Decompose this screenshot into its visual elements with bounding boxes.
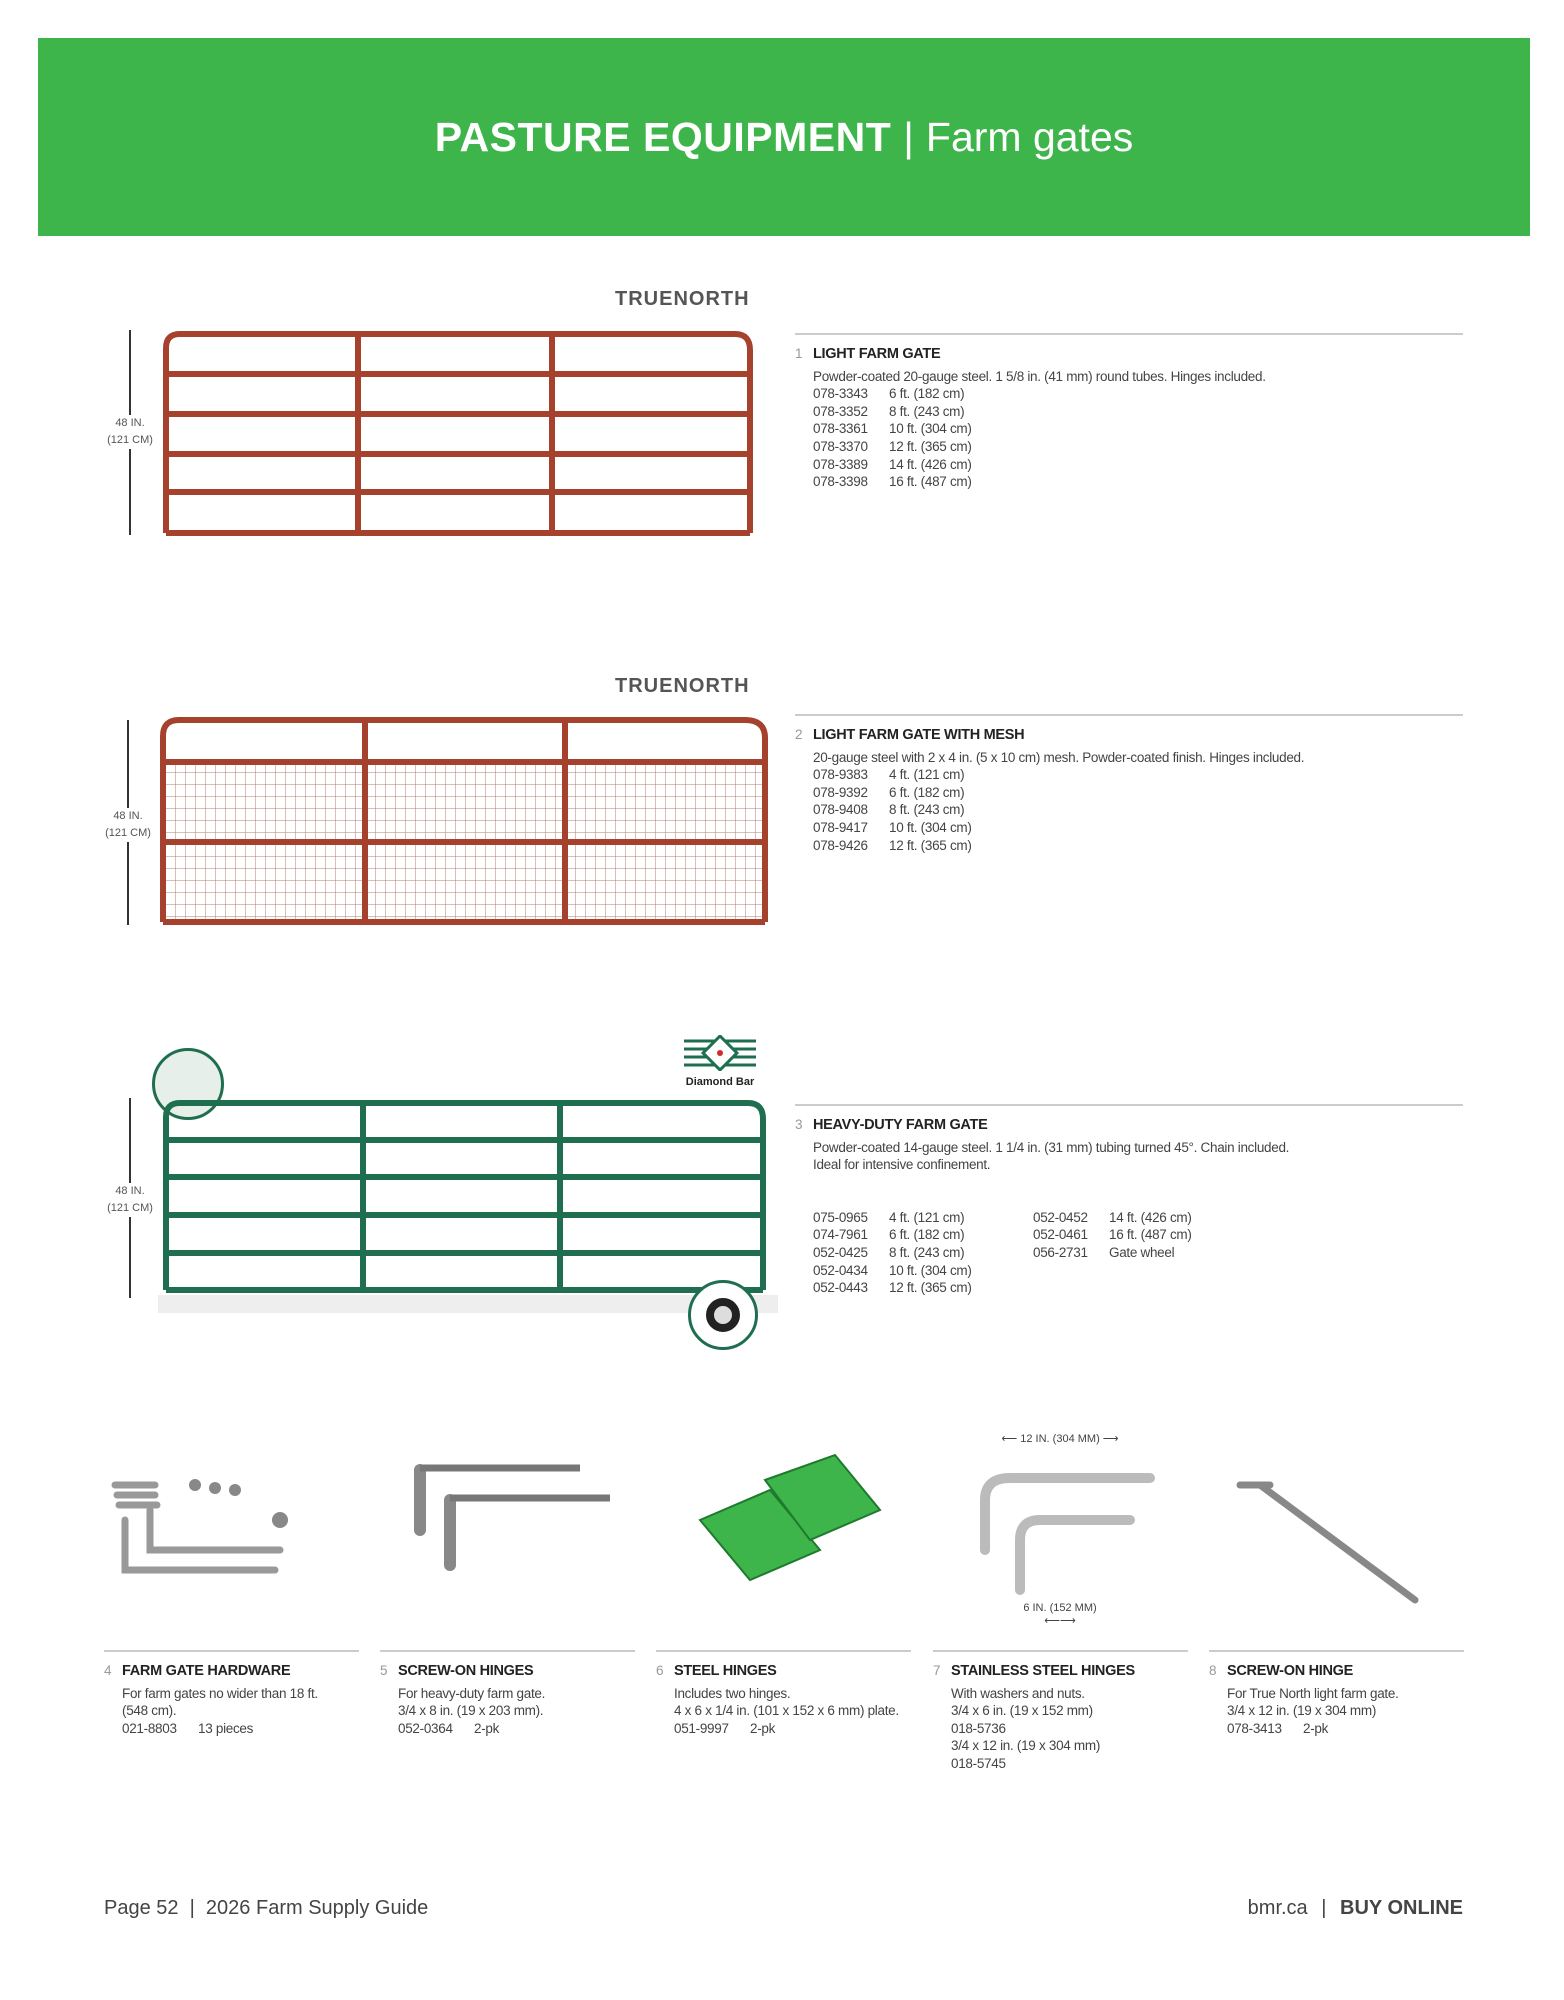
product-7: 7 STAINLESS STEEL HINGES With washers and nuts. 3/4 x 6 in. (19 x 152 mm) 018-5736 3/4 x 12 in. (19 x 304 mm) 018-5745 [933,1650,1188,1773]
steel-hinges-image [690,1440,890,1590]
farm-gate-hardware-image [105,1460,315,1580]
height-dimension: 48 IN. (121 CM) [98,720,158,925]
product-6: 6 STEEL HINGES Includes two hinges. 4 x 6 x 1/4 in. (101 x 152 x 6 mm) plate. 051-9997 2-pk [656,1650,911,1737]
product-3: 3 HEAVY-DUTY FARM GATE Powder-coated 14-gauge steel. 1 1/4 in. (31 mm) tubing turned 45°. Chain included. Ideal for intensive confinement. 075-0965 4 ft. (121 cm) 074-7961 6 ft. (182 cm) 052-0425 8 ft. (243 cm) 052-0434 10 ft. (304 cm) 052-0443 12 ft. (365 cm) 052-0452 14 ft. (426 cm) 052-0461 16 ft. (487 cm) 056-2731 Gate wheel [795,1104,1463,1297]
diamond-bar-logo: Diamond Bar [670,1035,770,1088]
height-dimension: 48 IN. (121 CM) [100,330,160,535]
screw-on-hinges-image [400,1450,620,1590]
section-title: PASTURE EQUIPMENT [434,113,892,160]
heavy-duty-farm-gate-image [158,1095,778,1325]
screw-on-hinge-image [1230,1470,1430,1620]
page-header-banner [38,38,1530,236]
mesh-farm-gate-image [155,712,785,927]
footer-page-info: Page 52 | 2026 Farm Supply Guide [104,1897,429,1919]
product-2: 2 LIGHT FARM GATE WITH MESH 20-gauge steel with 2 x 4 in. (5 x 10 cm) mesh. Powder-coated finish. Hinges included. 078-9383 4 ft. (121 cm) 078-9392 6 ft. (182 cm) 078-9408 8 ft. (243 cm) 078-9417 10 ft. (304 cm) 078-9426 12 ft. (365 cm) [795,714,1463,854]
truenorth-logo: TRUENORTH [615,288,750,310]
site-link[interactable]: bmr.ca [1247,1897,1308,1919]
height-dimension: 48 IN. (121 CM) [100,1098,160,1298]
buy-online-link[interactable]: BUY ONLINE [1340,1897,1463,1919]
product-8: 8 SCREW-ON HINGE For True North light farm gate. 3/4 x 12 in. (19 x 304 mm) 078-3413 2-pk [1209,1650,1464,1737]
stainless-steel-hinges-image [965,1460,1175,1600]
product-1: 1 LIGHT FARM GATE Powder-coated 20-gauge steel. 1 5/8 in. (41 mm) round tubes. Hinges included. 078-3343 6 ft. (182 cm) 078-3352 8 ft. (243 cm) 078-3361 10 ft. (304 cm) 078-3370 12 ft. (365 cm) 078-3389 14 ft. (426 cm) 078-3398 16 ft. (487 cm) [795,333,1463,491]
title-separator: | [903,113,914,160]
subsection-title: Farm gates [925,113,1134,160]
footer-links: bmr.ca | BUY ONLINE [1247,1897,1463,1919]
product-5: 5 SCREW-ON HINGES For heavy-duty farm gate. 3/4 x 8 in. (19 x 203 mm). 052-0364 2-pk [380,1650,635,1737]
light-farm-gate-image [160,328,760,538]
hinge-dim-bottom: 6 IN. (152 MM) ⟵⟶ [1023,1602,1097,1627]
hinge-dim-top: ⟵ 12 IN. (304 MM) ⟶ [1001,1433,1119,1445]
gate-wheel-image [688,1280,758,1350]
product-4: 4 FARM GATE HARDWARE For farm gates no wider than 18 ft. (548 cm). 021-8803 13 pieces [104,1650,359,1737]
truenorth-logo: TRUENORTH [615,675,750,697]
